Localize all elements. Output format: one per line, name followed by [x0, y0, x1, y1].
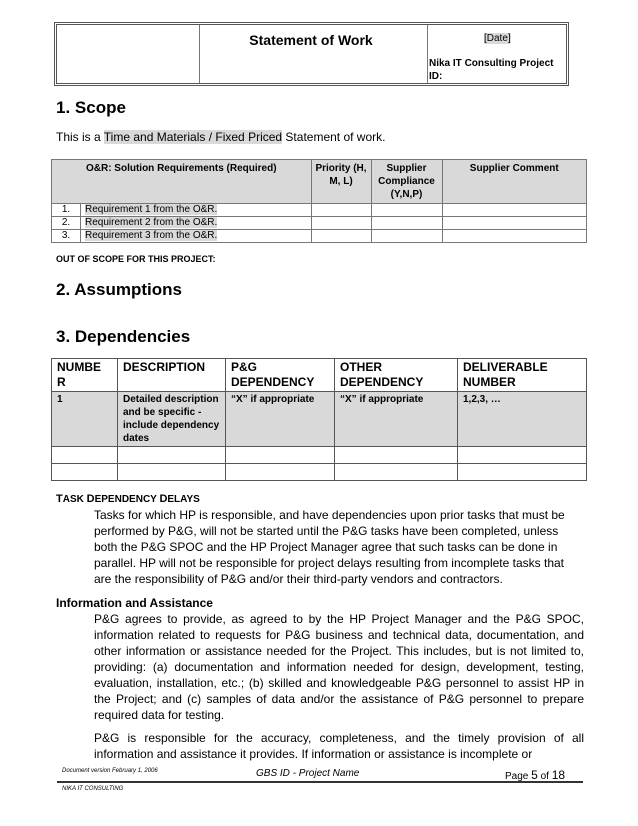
intro-prefix: This is a [56, 130, 104, 144]
col-other-dependency: OTHER DEPENDENCY [335, 359, 458, 392]
priority-cell[interactable] [311, 204, 371, 217]
priority-cell[interactable] [311, 217, 371, 230]
smallcap-t: T [56, 493, 63, 505]
col-pg-dependency: P&G DEPENDENCY [226, 359, 335, 392]
gbs-project-name: GBS ID - Project Name [256, 768, 360, 779]
empty-cell[interactable] [52, 447, 118, 464]
row-number: 1. [52, 204, 81, 217]
page-total: 18 [551, 768, 566, 782]
col-priority: Priority (H, M, L) [311, 160, 371, 204]
col-comment: Supplier Comment [442, 160, 587, 204]
smallcap-d: D [86, 493, 95, 505]
col-number: NUMBE R [52, 359, 118, 392]
compliance-cell[interactable] [371, 204, 442, 217]
table-row [52, 230, 587, 243]
document-title: Statement of Work [249, 32, 373, 48]
compliance-cell[interactable] [371, 230, 442, 243]
table-row [52, 217, 587, 230]
empty-cell[interactable] [458, 464, 587, 481]
out-of-scope-text: OUT OF SCOPE FOR THIS PROJECT [56, 254, 213, 264]
info-assistance-body-2: P&G is responsible for the accuracy, completeness, and the timely provision of all information and assistance it provides. If information or assistance is incomplete or [94, 731, 584, 761]
dependencies-header-row [52, 359, 587, 392]
empty-cell[interactable] [226, 447, 335, 464]
comment-cell[interactable] [442, 230, 587, 243]
requirements-header-row [52, 160, 587, 204]
empty-cell[interactable] [335, 464, 458, 481]
contract-type-field[interactable]: Time and Materials / Fixed Priced [103, 130, 283, 144]
requirement-cell[interactable] [81, 204, 312, 217]
requirement-text: Requirement 2 from the O&R. [85, 217, 218, 228]
dep-description[interactable]: Detailed description and be specific - include dependency dates [118, 392, 226, 447]
page-of: of [537, 771, 552, 782]
smallcap-rest: EPENDENCY [94, 494, 160, 505]
dependencies-heading: 3. Dependencies [56, 327, 191, 346]
requirement-cell[interactable] [81, 230, 312, 243]
dep-deliverable[interactable]: 1,2,3, … [458, 392, 587, 447]
col-requirements: O&R: Solution Requirements (Required) [52, 160, 312, 204]
info-assistance-heading: Information and Assistance [56, 596, 213, 610]
company-name: NIKA IT CONSULTING [62, 786, 124, 792]
assumptions-heading: 2. Assumptions [56, 280, 182, 299]
dep-other[interactable]: “X” if appropriate [335, 392, 458, 447]
page-current: 5 [531, 768, 538, 782]
priority-cell[interactable] [311, 230, 371, 243]
date-field[interactable]: [Date] [484, 33, 511, 44]
table-row [52, 447, 587, 464]
comment-cell[interactable] [442, 217, 587, 230]
page-label: Page [505, 771, 532, 782]
requirement-text: Requirement 3 from the O&R. [85, 230, 218, 241]
header-logo-cell [57, 25, 200, 83]
project-id-label: Nika IT Consulting Project ID: [429, 58, 554, 82]
dependencies-table [51, 358, 587, 481]
dep-number[interactable]: 1 [52, 392, 118, 447]
col-compliance: Supplier Compliance (Y,N,P) [371, 160, 442, 204]
footer-divider [57, 781, 583, 783]
smallcap-rest: ASK [62, 494, 87, 505]
table-row [52, 204, 587, 217]
smallcap-d: D [159, 493, 168, 505]
empty-cell[interactable] [458, 447, 587, 464]
compliance-cell[interactable] [371, 217, 442, 230]
col-deliverable: DELIVERABLE NUMBER [458, 359, 587, 392]
requirement-cell[interactable] [81, 217, 312, 230]
empty-cell[interactable] [52, 464, 118, 481]
table-row [52, 392, 587, 447]
scope-heading: 1. Scope [56, 98, 126, 117]
intro-suffix: Statement of work. [282, 130, 386, 144]
smallcap-rest: ELAYS [167, 494, 200, 505]
doc-version: Document version February 1, 2006 [62, 768, 158, 774]
empty-cell[interactable] [118, 447, 226, 464]
col-description: DESCRIPTION [118, 359, 226, 392]
out-of-scope-label: OUT OF SCOPE FOR THIS PROJECT: [56, 254, 216, 264]
empty-cell[interactable] [335, 447, 458, 464]
scope-intro [56, 130, 385, 144]
requirement-text: Requirement 1 from the O&R. [85, 204, 218, 215]
dep-pg[interactable]: “X” if appropriate [226, 392, 335, 447]
row-number: 2. [52, 217, 81, 230]
info-assistance-body: P&G agrees to provide, as agreed to by the HP Project Manager and the P&G SPOC, information related to requests for P&G business and technical data, documentation, and other information or assistance needed for the Project. This includes, but is not limited to, providing: (a) documentation and information needed for design, development, testing, evaluation, installation, etc.; (b) skilled and knowledgeable P&G personnel to assist HP in the Project; and (c) samples of data and/or the assistance of P&G personnel to prepare required data for testing. [94, 612, 584, 722]
row-number: 3. [52, 230, 81, 243]
requirements-table [51, 159, 587, 243]
table-row [52, 464, 587, 481]
page-number [505, 768, 565, 782]
empty-cell[interactable] [118, 464, 226, 481]
empty-cell[interactable] [226, 464, 335, 481]
task-delays-heading [56, 493, 200, 505]
task-delays-body: Tasks for which HP is responsible, and have dependencies upon prior tasks that must be performed by P&G, will not be started until the P&G tasks have been completed, unless both the P&G SPOC and the HP Project Manager agree that such tasks can be done in parallel. HP will not be responsible for project delays resulting from incomplete tasks that are the responsibility of P&G and/or their third-party vendors and contractors. [94, 508, 565, 586]
comment-cell[interactable] [442, 204, 587, 217]
